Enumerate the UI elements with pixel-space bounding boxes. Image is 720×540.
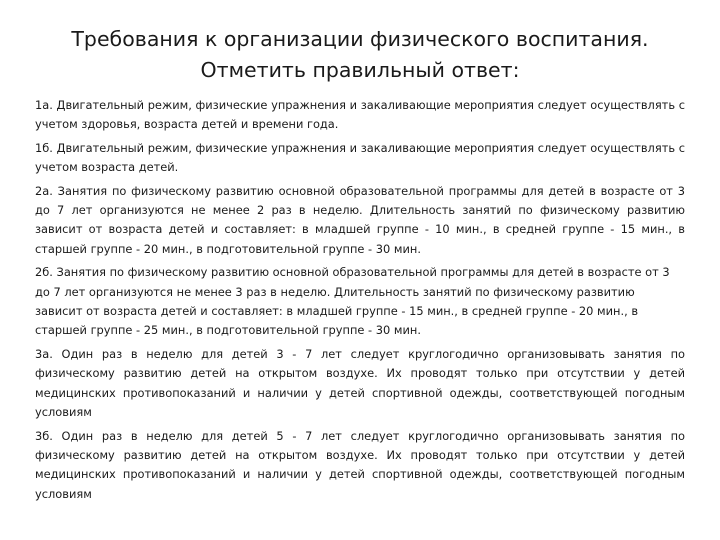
title-line-2: Отметить правильный ответ: — [200, 58, 520, 82]
answer-option-2b: 2б. Занятия по физическому развитию основной образовательной программы для детей в возрасте от 3 до 7 лет организуются не менее 3 раз в неделю. Длительность занятий по физическому развитию зависит от возраста детей и составляет: в младшей группе - 15 мин., в средней группе - 20 мин., в старшей группе - 25 мин., в подготовительной группе - 30 мин. — [35, 265, 670, 338]
answer-option-1b: 1б. Двигательный режим, физические упражнения и закаливающие мероприятия следует осуществлять с учетом возраста детей. — [35, 140, 685, 175]
answer-option-2a: 2а. Занятия по физическому развитию основной образовательной программы для детей в возрасте от 3 до 7 лет организуются не менее 2 раз в неделю. Длительность занятий по физическому развитию зависит от возраста детей и составляет: в младшей группе - 10 мин., в средней группе - 15 мин., в старшей группе - 20 мин., в подготовительной группе - 30 мин. — [35, 183, 685, 256]
answer-option-3a: 3а. Один раз в неделю для детей 3 - 7 лет следует круглогодично организовывать занятия по физическому развитию детей на открытом воздухе. Их проводят только при отсутствии у детей медицинских противопоказаний и наличии у детей спортивной одежды, соответствующей погодным условиям — [35, 346, 685, 420]
slide-title — [40, 24, 680, 86]
slide-content — [35, 96, 685, 508]
title-line-1: Требования к организации физического воспитания. — [71, 27, 649, 51]
answer-option-3b: 3б. Один раз в неделю для детей 5 - 7 лет следует круглогодично организовывать занятия по физическому развитию детей на открытом воздухе. Их проводят только при отсутствии у детей медицинских противопоказаний и наличии у детей спортивной одежды, соответствующей погодным условиям — [35, 428, 685, 501]
answer-option-1a: 1а. Двигательный режим, физические упражнения и закаливающие мероприятия следует осуществлять с учетом здоровья, возраста детей и времени года. — [35, 98, 685, 132]
